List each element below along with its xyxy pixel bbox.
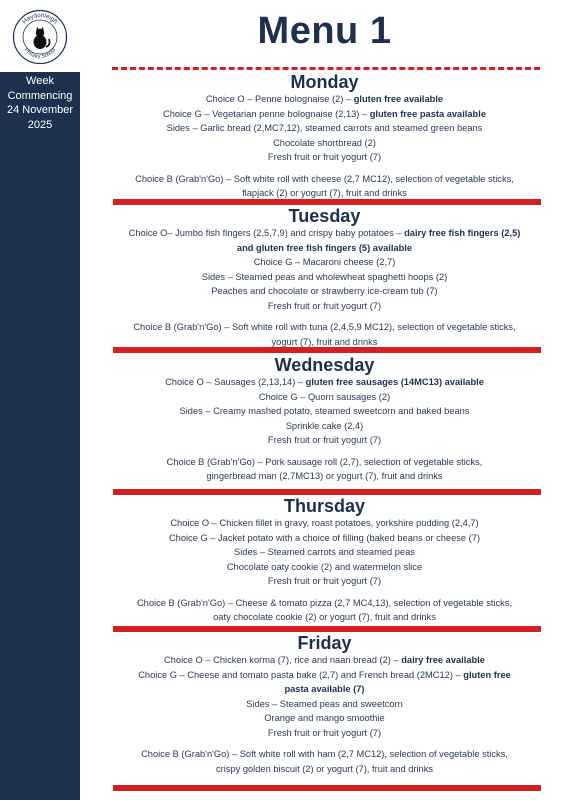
page-title: Menu 1 bbox=[257, 10, 392, 52]
section-divider bbox=[113, 785, 541, 791]
school-logo bbox=[12, 9, 68, 65]
day-section-monday bbox=[80, 72, 569, 201]
menu-line: Fresh fruit or fruit yogurt (7) bbox=[267, 576, 382, 586]
day-heading: Thursday bbox=[283, 496, 366, 516]
week-commencing bbox=[0, 72, 80, 132]
section-divider bbox=[113, 626, 541, 632]
choice-b-line: Choice B (Grab'n'Go) – Cheese & tomato pizza (2,7 MC4,13), selection of vegetable sticks, bbox=[136, 597, 513, 608]
choice-b-line: oaty chocolate cookie (2) or yogurt (7), fruit and drinks bbox=[213, 612, 436, 622]
menu-line: Choice G – Cheese and tomato pasta bake (2,7) and French bread (2MC12) – gluten free bbox=[138, 669, 511, 680]
menu-line: Choice O – Penne bolognaise (2) – gluten free available bbox=[205, 94, 444, 104]
menu-line: Choice G – Vegetarian penne bolognaise (2,13) – gluten free pasta available bbox=[162, 108, 486, 119]
day-heading: Wednesday bbox=[274, 355, 375, 375]
menu-line: Sides – Steamed peas and wholewheat spaghetti hoops (2) bbox=[201, 271, 448, 282]
svg-text:Haydonleigh: Haydonleigh bbox=[21, 11, 59, 26]
menu-line: Fresh fruit or fruit yogurt (7) bbox=[267, 152, 382, 162]
menu-line: Sides – Garlic bread (2,MC7,12), steamed carrots and steamed green beans bbox=[166, 123, 483, 133]
menu-line: Fresh fruit or fruit yogurt (7) bbox=[267, 727, 382, 738]
choice-b-line: Choice B (Grab'n'Go) – Pork sausage roll (2,7), selection of vegetable sticks, bbox=[166, 456, 483, 467]
menu-line: Choice G – Jacket potato with a choice of filling (baked beans or cheese (7) bbox=[168, 532, 481, 543]
choice-b-line: yogurt (7), fruit and drinks bbox=[271, 336, 378, 347]
menu-line: Choice O – Sausages (2,13,14) – gluten free sausages (14MC13) available bbox=[165, 377, 484, 387]
menu-line: Sides – Creamy mashed potato, steamed sweetcorn and baked beans bbox=[179, 406, 470, 416]
week-line: Commencing bbox=[7, 89, 73, 102]
choice-b-line: gingerbread man (2,7MC13) or yogurt (7), fruit and drinks bbox=[206, 471, 443, 481]
menu-line: Choice O – Chicken korma (7), rice and naan bread (2) – dairy free available bbox=[164, 655, 485, 665]
choice-b-line: crispy golden biscuit (2) or yogurt (7), fruit and drinks bbox=[215, 763, 433, 774]
menu-line: Chocolate oaty cookie (2) and watermelon slice bbox=[226, 561, 423, 572]
menu-line: pasta available (7) bbox=[284, 684, 365, 694]
choice-b-line: Choice B (Grab'n'Go) – Soft white roll with tuna (2,4,5,9 MC12), selection of vegetable sticks, bbox=[133, 322, 516, 332]
section-divider bbox=[113, 489, 541, 495]
menu-line: Chocolate shortbread (2) bbox=[273, 137, 376, 148]
menu-line: Orange and mango smoothie bbox=[264, 713, 385, 723]
menu-line: Sides – Steamed peas and sweetcorn bbox=[246, 698, 403, 709]
menu-line: Sides – Steamed carrots and steamed peas bbox=[234, 547, 415, 557]
svg-text:Primary School: Primary School bbox=[22, 47, 58, 61]
menu-line: Choice O– Jumbo fish fingers (2,5,7,9) and crispy baby potatoes – dairy free fish fingers (2,5) bbox=[128, 228, 521, 238]
choice-b-line: Choice B (Grab'n'Go) – Soft white roll with cheese (2,7 MC12), selection of vegetable sticks, bbox=[135, 173, 514, 184]
menu-line: Choice G – Macaroni cheese (2,7) bbox=[253, 257, 396, 267]
menu-line: Choice O – Chicken fillet in gravy, roast potatoes, yorkshire pudding (2,4,7) bbox=[170, 518, 479, 528]
menu-line: Choice G – Quorn sausages (2) bbox=[258, 391, 391, 402]
section-divider bbox=[113, 347, 541, 353]
day-section-wednesday bbox=[80, 355, 569, 484]
menu-line: Sprinkle cake (2,4) bbox=[285, 420, 364, 431]
menu-line: Fresh fruit or fruit yogurt (7) bbox=[267, 300, 382, 311]
week-line: 24 November bbox=[6, 104, 74, 116]
menu-line: and gluten free fish fingers (5) available bbox=[236, 242, 413, 253]
choice-b-line: flapjack (2) or yogurt (7), fruit and drinks bbox=[242, 188, 407, 198]
section-divider bbox=[113, 199, 541, 205]
week-line: Week bbox=[26, 75, 54, 87]
day-section-tuesday bbox=[80, 206, 569, 349]
day-heading: Tuesday bbox=[288, 206, 361, 226]
title-divider bbox=[112, 67, 540, 70]
choice-b-line: Choice B (Grab'n'Go) – Soft white roll with ham (2,7 MC12), selection of vegetable sticks, bbox=[141, 749, 508, 759]
day-section-thursday bbox=[80, 496, 569, 625]
menu-line: Peaches and chocolate or strawberry ice-cream tub (7) bbox=[211, 286, 438, 296]
day-section-friday bbox=[80, 633, 569, 776]
day-heading: Friday bbox=[297, 633, 352, 653]
day-heading: Monday bbox=[290, 72, 359, 92]
sidebar bbox=[0, 72, 80, 800]
week-line: 2025 bbox=[27, 118, 53, 131]
menu-line: Fresh fruit or fruit yogurt (7) bbox=[267, 435, 382, 445]
